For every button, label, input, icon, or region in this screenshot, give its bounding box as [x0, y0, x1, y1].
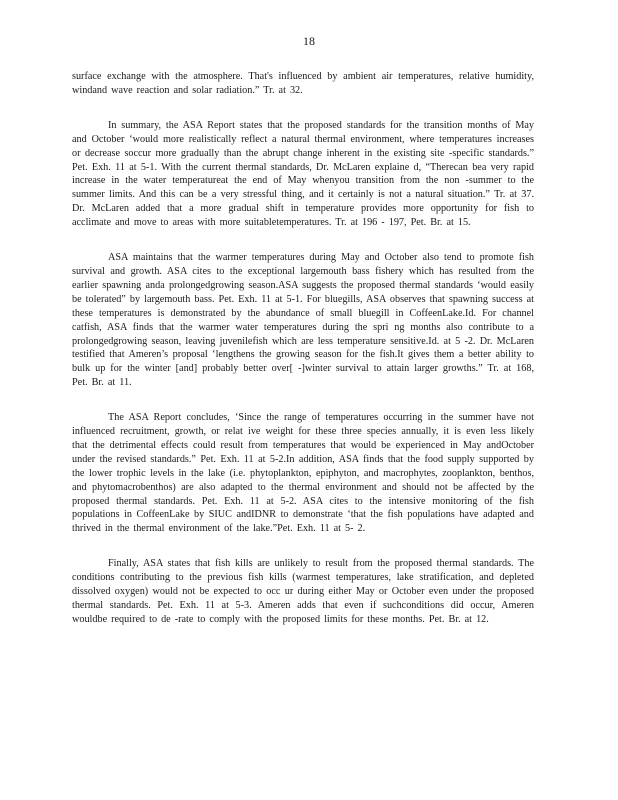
- document-body: [72, 70, 534, 648]
- paragraph-report-conclusion: The ASA Report concludes, ‘Since the range of temperatures occurring in the summer have not influenced recruitment, growth, or relat ive weight for these three species annually, it is even less likely that the detrimental effects could result from temperatures that would be experienced in May andOctober under the revised standards.” Pet. Exh. 11 at 5-2.In addition, ASA finds that the food supply supported by the lower trophic levels in the lake (i.e. phytoplankton, epiphyton, and macrophytes, zooplankton, benthos, and phytomacrobenthos) are also adapted to the thermal environment and should not be affected by the proposed thermal standards. Pet. Exh. 11 at 5-2. ASA cites to the intensive monitoring of the fish populations in CoffeenLake by SIUC andIDNR to demonstrate ‘that the fish populations have adapted and thrived in the thermal environment of the lake.”Pet. Exh. 11 at 5- 2.: [72, 412, 534, 535]
- paragraph-fish-kills: Finally, ASA states that fish kills are unlikely to result from the proposed thermal standards. The conditions contributing to the previous fish kills (warmest temperatures, lake stratification, and depleted dissolved oxygen) would not be expected to occ ur during either May or October even under the proposed thermal standards. Pet. Exh. 11 at 5-3. Ameren adds that even if suchconditions did occur, Ameren wouldbe required to de -rate to comply with the proposed limits for these months. Pet. Br. at 12.: [72, 558, 534, 625]
- paragraph-continuation: surface exchange with the atmosphere. That's influenced by ambient air temperatures, relative humidity, windand wave reaction and solar radiation.” Tr. at 32.: [72, 71, 534, 96]
- page-number: 18: [303, 34, 315, 48]
- paragraph-summary: In summary, the ASA Report states that the proposed standards for the transition months of May and October ‘would more realistically reflect a natural thermal environment, where temperatures increases or decrease soccur more gradually than the abrupt change inherent in the existing site -specific standards.” Pet. Exh. 11 at 5-1. With the current thermal standards, Dr. McLaren explaine d, “Therecan bea very rapid increase in the water temperatureat the end of May whenyou transition from the non -summer to the summer limits. And this can be a very stressful thing, and it certainly is not a natural situation.” Tr. at 37. Dr. McLaren added that a more gradual shift in temperature provides more opportunity for fish to acclimate and move to areas with more suitabletemperatures. Tr. at 196 - 197, Pet. Br. at 15.: [72, 119, 534, 229]
- paragraph-fish-survival: ASA maintains that the warmer temperatures during May and October also tend to promote fish survival and growth. ASA cites to the exceptional largemouth bass fishery which has resulted from the earlier spawning anda prolongedgrowing season.ASA suggests the proposed thermal standards ‘would easily be tolerated” by largemouth bass. Pet. Exh. 11 at 5-1. For bluegills, ASA observes that spawning success at these temperatures is demonstrated by the abundance of small bluegill in CoffeenLake.Id. For channel catfish, ASA finds that the warmer water temperatures during the spri ng months also contribute to a prolongedgrowing season, leaving juvenilefish which are less temperature sensitive.Id. at 5 -2. Dr. McLaren testified that Ameren’s proposal ‘lengthens the growing season for the fish.It gives them a better ability to bulk up for the winter [and] probably better over[ -]winter survival to attain larger growths.” Tr. at 168, Pet. Br. at 11.: [72, 252, 534, 389]
